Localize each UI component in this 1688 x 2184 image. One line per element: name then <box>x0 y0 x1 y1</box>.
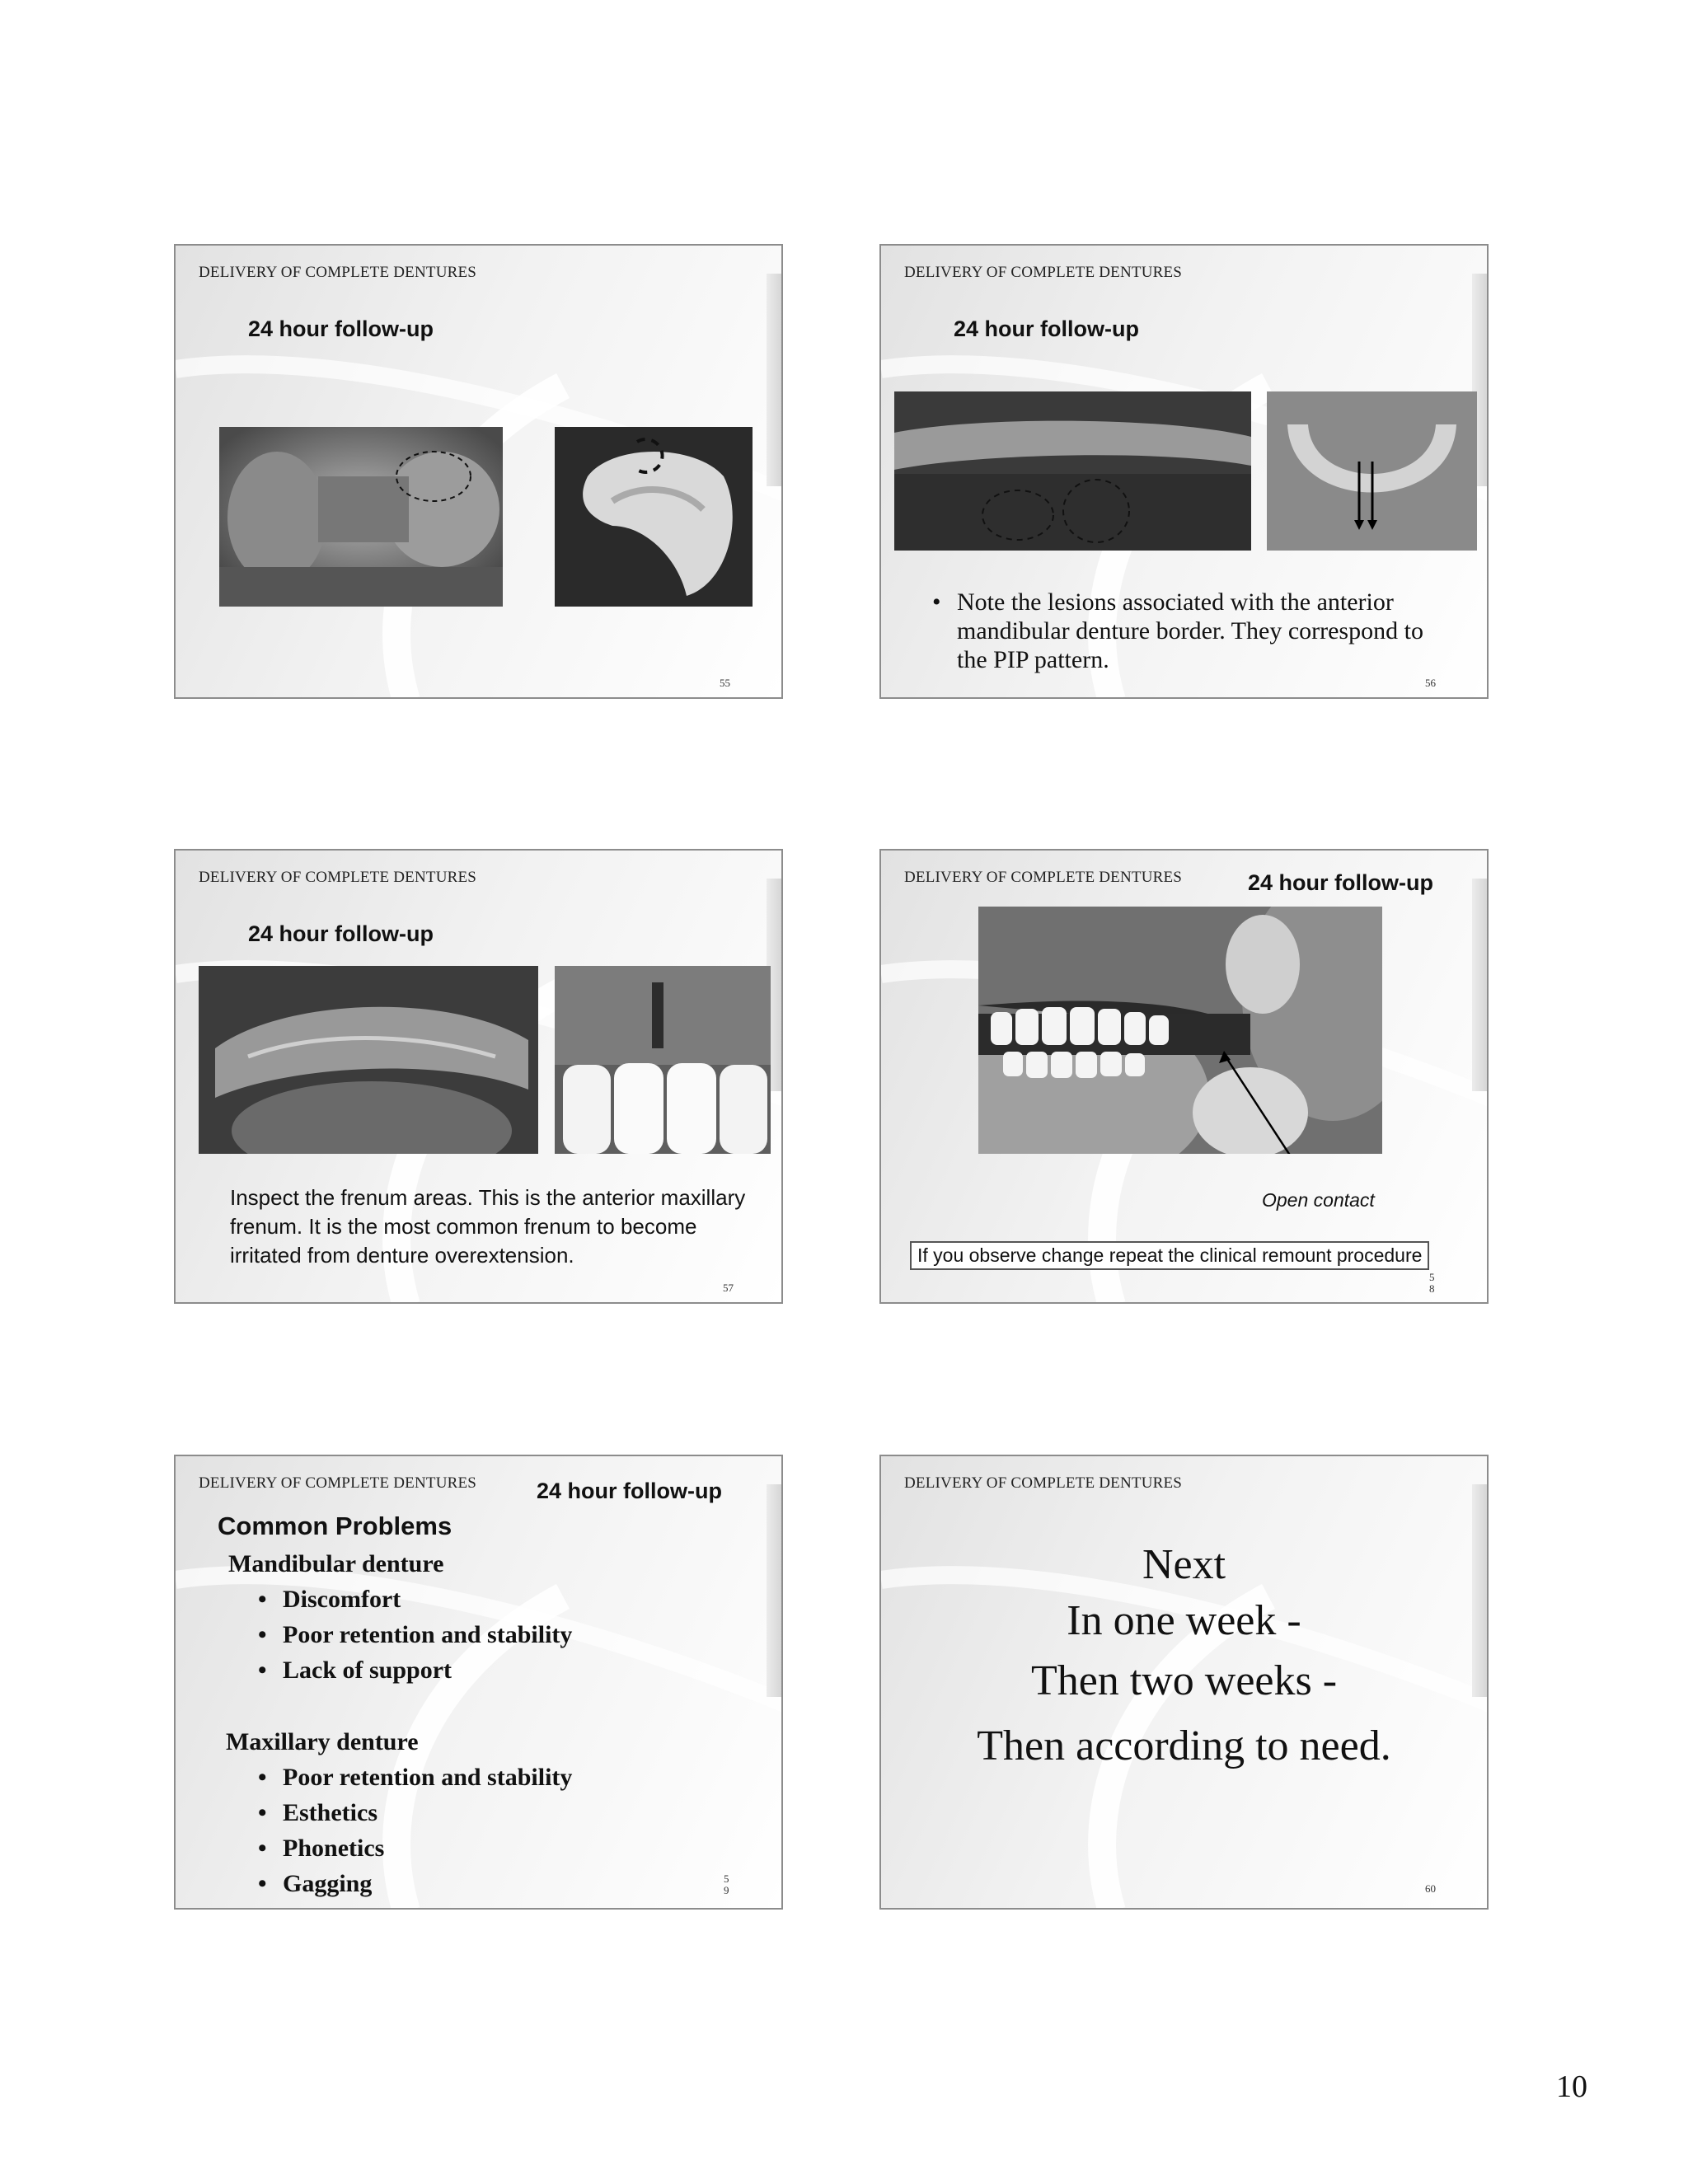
slide-number: 55 <box>720 677 730 689</box>
maxillary-item: • Phonetics <box>258 1835 384 1863</box>
slide-57 <box>174 849 783 1304</box>
schedule-line: Next <box>1142 1541 1226 1588</box>
maxillary-item: • Esthetics <box>258 1799 377 1827</box>
open-contact-image <box>978 907 1382 1154</box>
schedule-line: In one week - <box>1067 1597 1301 1644</box>
slide-note <box>932 588 1460 674</box>
frenum-mouth-photo <box>199 966 538 1154</box>
slide-number <box>724 1873 729 1896</box>
slide-side-bar <box>767 1484 781 1697</box>
slide-number-digit-1: 5 <box>724 1872 729 1885</box>
note-text: Note the lesions associated with the anterior mandibular denture border. They correspond to the PIP pattern. <box>957 588 1423 673</box>
frenum-teeth-image <box>555 966 771 1154</box>
slide-number: 60 <box>1425 1882 1436 1895</box>
open-contact-photo <box>978 907 1382 1154</box>
slide-header: DELIVERY OF COMPLETE DENTURES <box>904 869 1183 886</box>
mandibular-lesion-image <box>894 391 1251 551</box>
slide-header: DELIVERY OF COMPLETE DENTURES <box>199 1474 477 1492</box>
slide-number <box>1429 1272 1435 1295</box>
bullet-mark: • <box>932 588 941 616</box>
slide-number-digit-2: 8 <box>1429 1282 1435 1295</box>
slide-number: 57 <box>723 1282 734 1294</box>
slide-number-digit-2: 9 <box>724 1884 729 1896</box>
denture-photo <box>555 427 753 607</box>
maxillary-item: • Poor retention and stability <box>258 1764 572 1792</box>
slide-title: 24 hour follow-up <box>1248 870 1433 895</box>
slide-note: Inspect the frenum areas. This is the anterior maxillary frenum. It is the most common frenum to become irritated from denture overextension. <box>230 1185 746 1268</box>
mandibular-item: • Discomfort <box>258 1586 401 1614</box>
schedule-line: Then according to need. <box>977 1722 1391 1769</box>
boxed-note: If you observe change repeat the clinical remount procedure <box>910 1241 1429 1270</box>
slide-title: 24 hour follow-up <box>537 1479 722 1503</box>
denture-arrows-image <box>1267 391 1477 551</box>
slide-title: 24 hour follow-up <box>954 316 1139 341</box>
maxillary-item: • Gagging <box>258 1870 372 1898</box>
denture-arrows-photo <box>1267 391 1477 551</box>
common-problems-heading: Common Problems <box>218 1511 452 1540</box>
slide-59 <box>174 1455 783 1910</box>
open-contact-label: Open contact <box>1262 1189 1375 1211</box>
slide-title: 24 hour follow-up <box>248 316 434 341</box>
palate-lesion-photo <box>219 427 503 607</box>
slide-number-digit-1: 5 <box>1429 1271 1435 1283</box>
slide-header: DELIVERY OF COMPLETE DENTURES <box>199 869 477 886</box>
frenum-mouth-image <box>199 966 538 1154</box>
schedule-line: Then two weeks - <box>1030 1657 1338 1704</box>
slide-55 <box>174 244 783 699</box>
slide-60 <box>879 1455 1489 1910</box>
slide-side-bar <box>1472 879 1487 1091</box>
slide-side-bar <box>767 274 781 486</box>
mandibular-item: • Poor retention and stability <box>258 1621 572 1649</box>
mandibular-item: • Lack of support <box>258 1657 452 1685</box>
mandibular-lesion-photo <box>894 391 1251 551</box>
palate-lesion-image <box>219 427 503 607</box>
slide-header: DELIVERY OF COMPLETE DENTURES <box>199 264 477 281</box>
slide-number: 56 <box>1425 677 1436 689</box>
frenum-teeth-photo <box>555 966 771 1154</box>
page-number: 10 <box>1556 2069 1587 2104</box>
slide-58 <box>879 849 1489 1304</box>
slide-header: DELIVERY OF COMPLETE DENTURES <box>904 1474 1183 1492</box>
slide-header: DELIVERY OF COMPLETE DENTURES <box>904 264 1183 281</box>
mandibular-heading: Mandibular denture <box>228 1550 444 1577</box>
maxillary-heading: Maxillary denture <box>226 1728 419 1755</box>
slide-title: 24 hour follow-up <box>248 921 434 946</box>
slide-56 <box>879 244 1489 699</box>
denture-image <box>555 427 753 607</box>
